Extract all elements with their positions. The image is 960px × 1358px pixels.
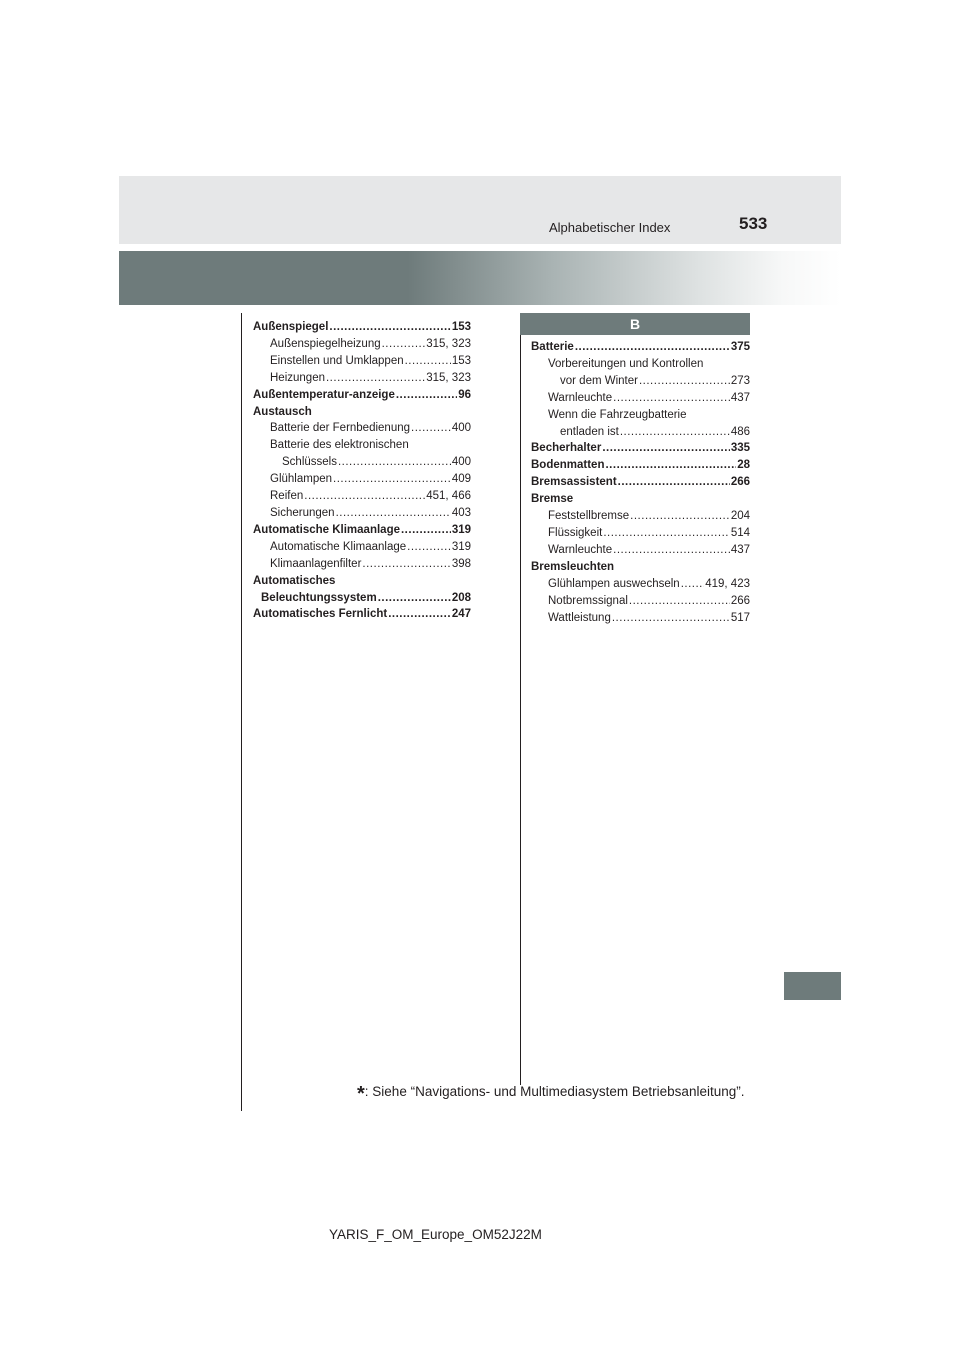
- page-reference: 319: [451, 523, 471, 536]
- page-reference: 153: [451, 354, 471, 367]
- index-term: Warnleuchte: [548, 391, 613, 404]
- leader-dots: [407, 539, 451, 556]
- index-term: Wattleistung: [548, 611, 611, 624]
- index-term: entladen ist: [560, 425, 619, 438]
- document-code: YARIS_F_OM_Europe_OM52J22M: [329, 1227, 542, 1242]
- index-term: Batterie des elektronischen: [270, 439, 409, 452]
- leader-dots: [326, 370, 425, 387]
- index-term: Bremsleuchten: [531, 560, 615, 573]
- index-entry: [253, 370, 471, 387]
- index-entry: [531, 559, 750, 576]
- index-entry: [531, 440, 750, 457]
- page-reference: 208: [451, 591, 471, 604]
- index-entry: [531, 424, 750, 441]
- leader-dots: [338, 454, 451, 471]
- index-term: Sicherungen: [270, 506, 335, 519]
- leader-dots: [618, 474, 730, 491]
- page-reference: 486: [730, 425, 750, 438]
- index-entry: [531, 390, 750, 407]
- footnote-text: : Siehe “Navigations- und Multimediasystem Betriebsanleitung”.: [364, 1084, 745, 1099]
- index-term: Becherhalter: [531, 442, 602, 455]
- page-reference: 400: [451, 422, 471, 435]
- leader-dots: [378, 590, 451, 607]
- index-entry: [253, 437, 471, 454]
- left-column-rule: [241, 313, 242, 1111]
- page-reference: 266: [730, 594, 750, 607]
- index-term: Bremse: [531, 493, 574, 506]
- index-term: Automatische Klimaanlage: [270, 540, 407, 553]
- leader-dots: [603, 525, 729, 542]
- index-term: Vorbereitungen und Kontrollen: [548, 357, 704, 370]
- index-term: Glühlampen auswechseln: [548, 577, 680, 590]
- page-reference: 400: [451, 456, 471, 469]
- page-reference: 375: [730, 341, 750, 353]
- page-reference: 96: [458, 388, 471, 401]
- middle-column-rule: [520, 313, 521, 1085]
- leader-dots: [362, 556, 450, 573]
- leader-dots: [639, 373, 730, 390]
- index-term: Automatische Klimaanlage: [253, 523, 400, 536]
- page-reference: 273: [730, 374, 750, 387]
- index-entry: [531, 356, 750, 373]
- index-term: Beleuchtungssystem: [261, 591, 377, 604]
- index-term: Warnleuchte: [548, 543, 613, 556]
- page-reference: 247: [451, 608, 471, 621]
- leader-dots: [575, 339, 730, 356]
- index-entry: [531, 508, 750, 525]
- index-entry: [531, 457, 750, 474]
- index-entry: [253, 505, 471, 522]
- leader-dots: [681, 576, 705, 593]
- index-entry: [531, 407, 750, 424]
- footnote: [357, 1083, 744, 1106]
- leader-dots: [602, 440, 730, 457]
- index-entry: [253, 606, 471, 623]
- index-entry: [253, 353, 471, 370]
- index-entry: [253, 471, 471, 488]
- index-entry: [531, 525, 750, 542]
- footnote-marker: *: [357, 1083, 365, 1105]
- page-number: 533: [739, 214, 768, 233]
- index-entry: [531, 576, 750, 593]
- leader-dots: [382, 336, 426, 353]
- header-band: [119, 176, 841, 244]
- page-reference: 409: [451, 473, 471, 486]
- page-reference: 315, 323: [426, 337, 471, 350]
- index-term: Feststellbremse: [548, 510, 630, 523]
- index-term: Wenn die Fahrzeugbatterie: [548, 408, 687, 421]
- page-reference: 437: [730, 543, 750, 556]
- index-entry: [253, 539, 471, 556]
- page-reference: 315, 323: [426, 371, 471, 384]
- index-entry: [253, 387, 471, 404]
- page-reference: 28: [737, 459, 750, 472]
- leader-dots: [411, 420, 451, 437]
- leader-dots: [336, 505, 451, 522]
- leader-dots: [605, 457, 736, 474]
- index-entry: [253, 319, 471, 336]
- page-reference: 517: [730, 611, 750, 624]
- index-entry: [253, 573, 471, 590]
- leader-dots: [613, 542, 730, 559]
- page-reference: 153: [451, 321, 471, 333]
- leader-dots: [620, 424, 730, 441]
- index-entry: [531, 593, 750, 610]
- index-entry: [531, 474, 750, 491]
- index-term: vor dem Winter: [560, 374, 638, 387]
- index-term: Außenspiegel: [253, 321, 329, 333]
- leader-dots: [612, 610, 730, 627]
- index-term: Heizungen: [270, 371, 325, 384]
- index-term: Bremsassistent: [531, 476, 617, 489]
- page-reference: 419, 423: [705, 577, 750, 590]
- index-column-right: [531, 339, 750, 626]
- leader-dots: [630, 508, 730, 525]
- index-entry: [253, 404, 471, 421]
- leader-dots: [304, 488, 425, 505]
- index-term: Notbremssignal: [548, 594, 628, 607]
- leader-dots: [333, 471, 451, 488]
- index-column-left: [253, 319, 471, 623]
- index-entry: [253, 590, 471, 607]
- page-reference: 437: [730, 391, 750, 404]
- leader-dots: [629, 593, 730, 610]
- page-reference: 319: [451, 540, 471, 553]
- page-reference: 451, 466: [426, 490, 471, 503]
- index-entry: [253, 556, 471, 573]
- letter-header-b: B: [520, 313, 750, 335]
- chapter-thumb-tab: [784, 972, 841, 1000]
- leader-dots: [405, 353, 451, 370]
- index-entry: [531, 542, 750, 559]
- leader-dots: [396, 387, 457, 404]
- index-term: Klimaanlagenfilter: [270, 557, 362, 570]
- index-term: Automatisches Fernlicht: [253, 608, 388, 621]
- index-term: Glühlampen: [270, 473, 333, 486]
- index-term: Schlüssels: [282, 456, 337, 469]
- index-term: Batterie der Fernbedienung: [270, 422, 411, 435]
- page-reference: 514: [730, 526, 750, 539]
- index-entry: [253, 336, 471, 353]
- index-term: Einstellen und Umklappen: [270, 354, 404, 367]
- index-entry: [531, 339, 750, 356]
- index-term: Außenspiegelheizung: [270, 337, 381, 350]
- section-title: Alphabetischer Index: [549, 220, 671, 235]
- chapter-gradient-bar: [119, 251, 841, 305]
- leader-dots: [401, 522, 451, 539]
- page-reference: 266: [730, 476, 750, 489]
- leader-dots: [613, 390, 730, 407]
- index-entry: [531, 373, 750, 390]
- index-term: Austausch: [253, 405, 312, 418]
- index-term: Flüssigkeit: [548, 526, 603, 539]
- page-reference: 335: [730, 442, 750, 455]
- index-entry: [531, 491, 750, 508]
- index-term: Reifen: [270, 490, 304, 503]
- page-reference: 204: [730, 510, 750, 523]
- index-term: Bodenmatten: [531, 459, 605, 472]
- index-entry: [253, 420, 471, 437]
- index-term: Batterie: [531, 341, 574, 353]
- index-entry: [253, 488, 471, 505]
- leader-dots: [329, 319, 450, 336]
- page-reference: 398: [451, 557, 471, 570]
- index-entry: [253, 522, 471, 539]
- index-term: Außentemperatur-anzeige: [253, 388, 395, 401]
- page-reference: 403: [451, 506, 471, 519]
- leader-dots: [388, 606, 451, 623]
- index-entry: [531, 610, 750, 627]
- index-term: Automatisches: [253, 574, 336, 587]
- index-entry: [253, 454, 471, 471]
